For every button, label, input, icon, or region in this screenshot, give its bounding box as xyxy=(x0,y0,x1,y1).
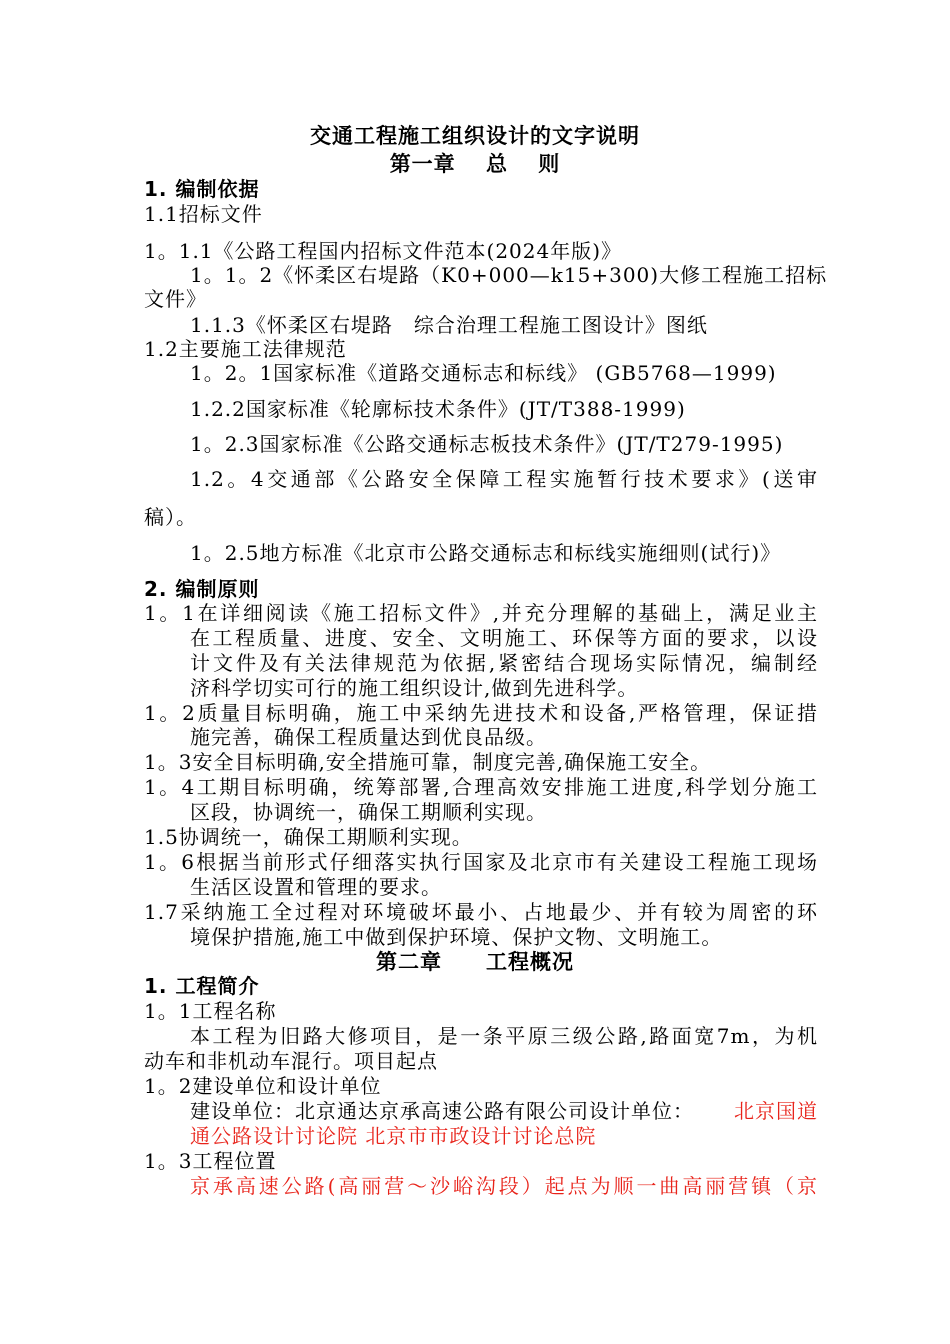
section-heading: 2. 编制原则 xyxy=(144,577,260,601)
paragraph-line: 生活区设置和管理的要求。 xyxy=(190,875,442,899)
paragraph-line: 文件》 xyxy=(144,287,207,311)
paragraph-line: 稿）。 xyxy=(144,505,197,529)
paragraph-line: 1.1.3《怀柔区右堤路 综合治理工程施工图设计》图纸 xyxy=(190,313,708,337)
paragraph-text: 建设单位：北京通达京承高速公路有限公司设计单位： xyxy=(190,1099,694,1123)
paragraph-line xyxy=(190,1099,818,1123)
paragraph-line: 1。3安全目标明确,安全措施可靠，制度完善,确保施工安全。 xyxy=(144,750,712,774)
paragraph-line: 1.2主要施工法律规范 xyxy=(144,337,347,361)
paragraph-line: 1。2。1国家标准《道路交通标志和标线》 (GB5768—1999) xyxy=(190,361,777,385)
paragraph-line: 本工程为旧路大修项目，是一条平原三级公路,路面宽7m，为机 xyxy=(190,1024,818,1048)
paragraph-line: 1.1招标文件 xyxy=(144,202,263,226)
paragraph-line: 1。2.3国家标准《公路交通标志板技术条件》(JT/T279-1995) xyxy=(190,432,784,456)
chapter-2-heading: 第二章 工程概况 xyxy=(376,950,574,974)
highlighted-line: 京承高速公路(高丽营～沙峪沟段）起点为顺一曲高丽营镇（京 xyxy=(190,1174,818,1198)
paragraph-line: 1。4工期目标明确，统筹部署,合理高效安排施工进度,科学划分施工 xyxy=(144,775,818,799)
paragraph-line: 1.2。4交通部《公路安全保障工程实施暂行技术要求》(送审 xyxy=(190,467,818,491)
document-title: 交通工程施工组织设计的文字说明 xyxy=(310,124,640,148)
section-heading: 1. 编制依据 xyxy=(144,177,260,201)
paragraph-line: 1。1。2《怀柔区右堤路（K0+000—k15+300)大修工程施工招标 xyxy=(190,263,828,287)
paragraph-line: 境保护措施,施工中做到保护环境、保护文物、文明施工。 xyxy=(190,925,723,949)
paragraph-line: 1.2.2国家标准《轮廓标技术条件》(JT/T388-1999) xyxy=(190,397,686,421)
paragraph-line: 施完善，确保工程质量达到优良品级。 xyxy=(190,725,547,749)
paragraph-line: 1。1工程名称 xyxy=(144,999,277,1023)
paragraph-line: 1。2.5地方标准《北京市公路交通标志和标线实施细则(试行)》 xyxy=(190,541,782,565)
paragraph-line: 区段，协调统一，确保工期顺利实现。 xyxy=(190,800,547,824)
paragraph-line: 1。1在详细阅读《施工招标文件》,并充分理解的基础上，满足业主 xyxy=(144,601,818,625)
paragraph-line: 计文件及有关法律规范为依据,紧密结合现场实际情况，编制经 xyxy=(190,651,818,675)
paragraph-line: 1.5协调统一，确保工期顺利实现。 xyxy=(144,825,473,849)
highlighted-text: 北京国道 xyxy=(734,1099,818,1123)
paragraph-line: 1。2建设单位和设计单位 xyxy=(144,1074,382,1098)
highlighted-line: 通公路设计讨论院 北京市市政设计讨论总院 xyxy=(190,1124,597,1148)
paragraph-line: 1。1.1《公路工程国内招标文件范本(2024年版)》 xyxy=(144,239,623,263)
paragraph-line: 1。2质量目标明确，施工中采纳先进技术和设备,严格管理，保证措 xyxy=(144,701,818,725)
paragraph-line: 动车和非机动车混行。项目起点 xyxy=(144,1049,438,1073)
paragraph-line: 在工程质量、进度、安全、文明施工、环保等方面的要求，以设 xyxy=(190,626,818,650)
paragraph-line: 1。6根据当前形式仔细落实执行国家及北京市有关建设工程施工现场 xyxy=(144,850,818,874)
paragraph-line: 1。3工程位置 xyxy=(144,1149,277,1173)
section-heading: 1. 工程简介 xyxy=(144,974,260,998)
paragraph-line: 1.7采纳施工全过程对环境破坏最小、占地最少、并有较为周密的环 xyxy=(144,900,818,924)
chapter-1-heading: 第一章 总 则 xyxy=(389,152,561,176)
paragraph-line: 济科学切实可行的施工组织设计,做到先进科学。 xyxy=(190,676,639,700)
